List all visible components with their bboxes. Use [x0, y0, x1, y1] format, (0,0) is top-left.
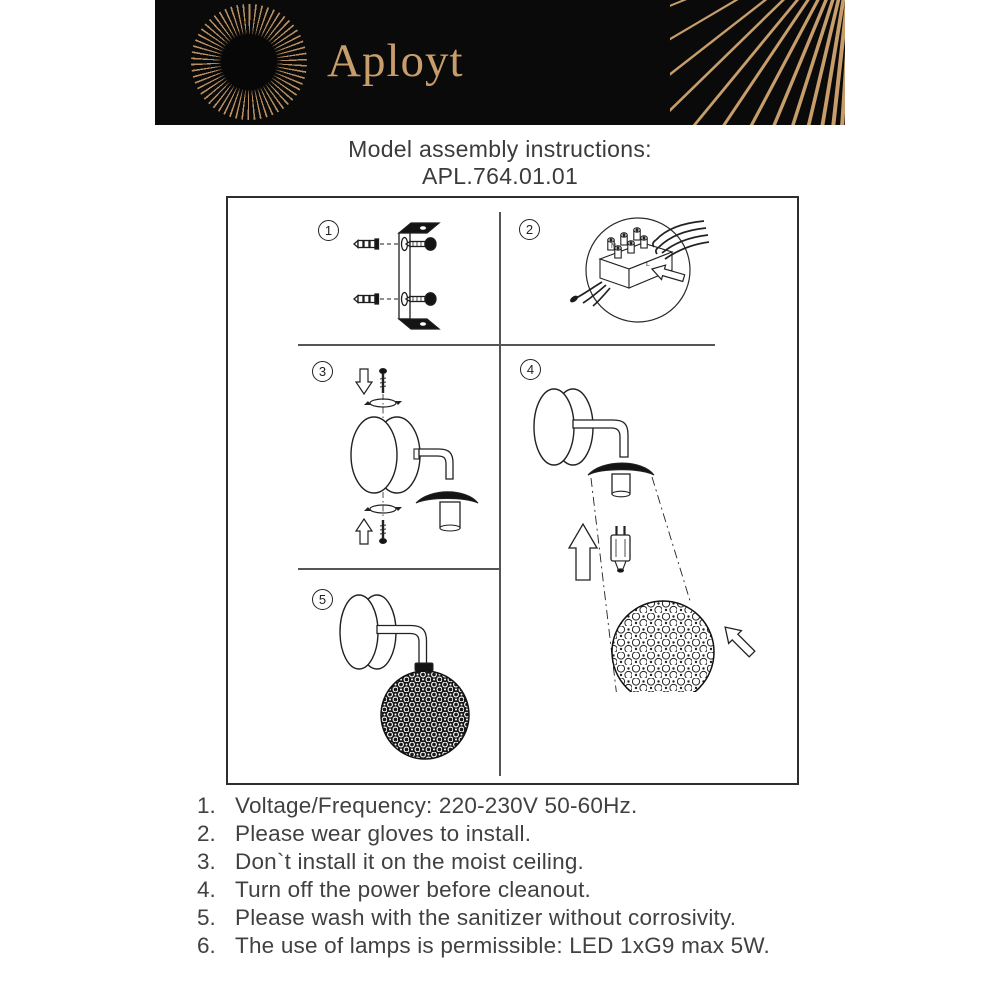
model-number: APL.764.01.01 — [421, 163, 579, 189]
step4-bulb-shade-diagram — [522, 362, 787, 692]
list-item — [197, 794, 877, 818]
item-text: Don`t install it on the moist ceiling. — [235, 849, 585, 874]
list-item — [197, 850, 877, 874]
step-5-badge: 5 — [312, 589, 333, 610]
item-text: The use of lamps is permissible: LED 1xG9 max 5W. — [235, 933, 770, 958]
item-number: 6. — [197, 933, 216, 958]
step-2-badge: 2 — [519, 219, 540, 240]
wire-label-l: L — [646, 261, 650, 268]
step-3-badge: 3 — [312, 361, 333, 382]
item-text: Turn off the power before cleanout. — [235, 877, 591, 902]
assembly-diagram-box — [226, 196, 799, 785]
list-item — [197, 934, 877, 958]
item-number: 4. — [197, 877, 216, 902]
divider-horizontal-2 — [298, 568, 500, 570]
list-item — [197, 822, 877, 846]
item-number: 3. — [197, 849, 216, 874]
corner-rays-icon — [670, 0, 845, 125]
safety-instructions-list — [197, 794, 877, 962]
step3-base-assembly-diagram — [347, 360, 507, 550]
item-text: Please wear gloves to install. — [235, 821, 532, 846]
step1-bracket-diagram — [340, 208, 492, 340]
list-item — [197, 906, 877, 930]
item-number: 5. — [197, 905, 216, 930]
brand-banner — [155, 0, 845, 125]
brand-name: Aployt — [327, 34, 464, 87]
step-4-badge: 4 — [520, 359, 541, 380]
list-item — [197, 878, 877, 902]
sunburst-core — [221, 34, 277, 90]
step2-wiring-diagram — [557, 207, 732, 337]
item-text: Please wash with the sanitizer without corrosivity. — [235, 905, 737, 930]
title-block — [0, 136, 1000, 190]
divider-horizontal-1 — [298, 344, 715, 346]
item-text: Voltage/Frequency: 220-230V 50-60Hz. — [235, 793, 638, 818]
item-number: 1. — [197, 793, 216, 818]
step5-assembled-lamp-diagram — [332, 590, 512, 765]
item-number: 2. — [197, 821, 216, 846]
wire-label-n: N — [611, 243, 617, 250]
page-title: Model assembly instructions: — [348, 136, 652, 162]
step-1-badge: 1 — [318, 220, 339, 241]
